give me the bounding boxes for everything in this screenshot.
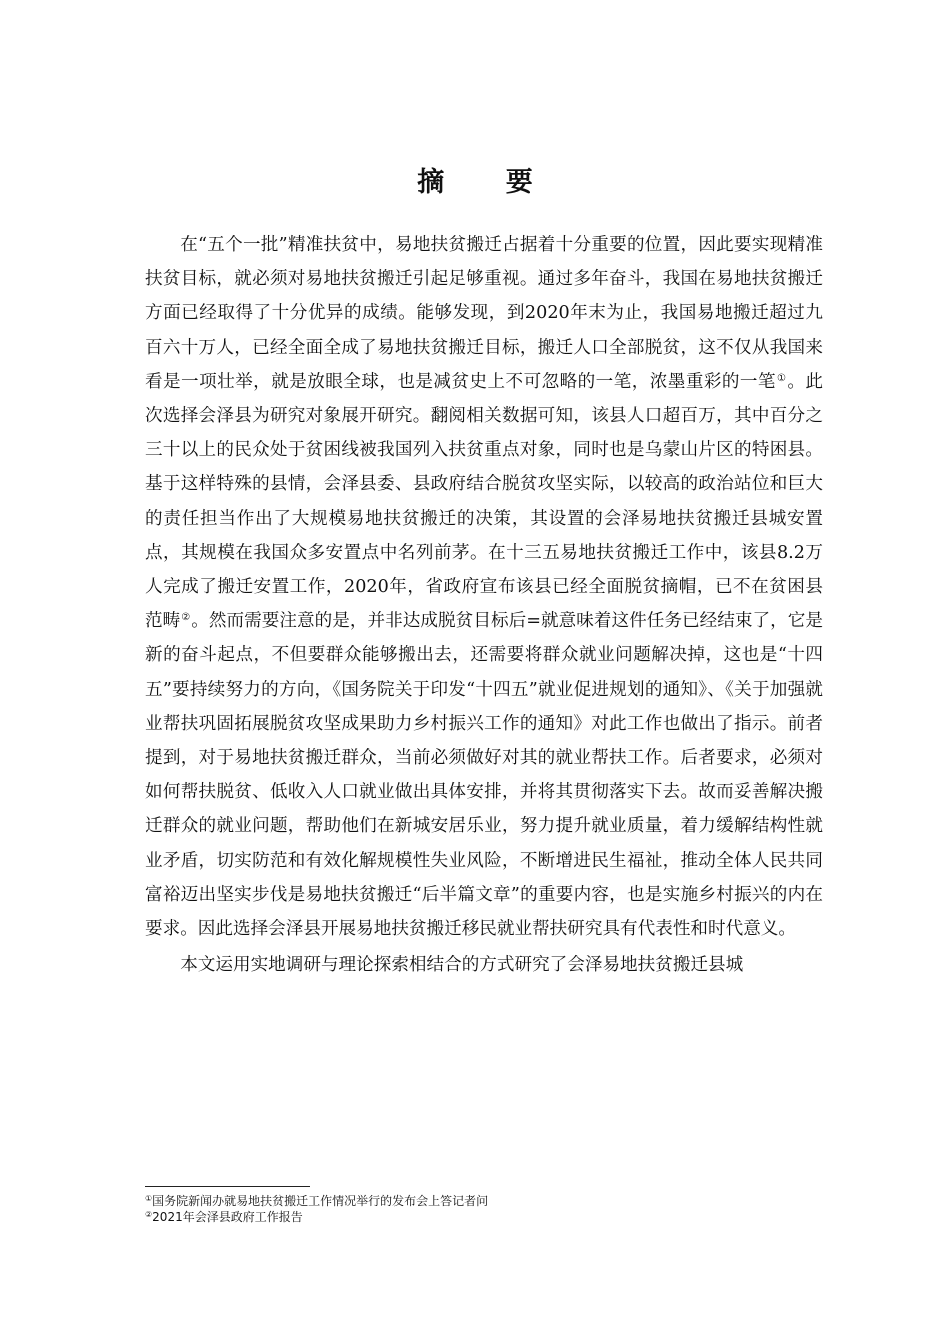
footnote-2-text: 2021年会泽县政府工作报告 — [152, 1210, 303, 1224]
abstract-body — [145, 228, 823, 982]
footnote-1-text: 国务院新闻办就易地扶贫搬迁工作情况举行的发布会上答记者问 — [152, 1194, 489, 1208]
footnote-2 — [145, 1209, 823, 1225]
footnote-1-mark: ① — [145, 1194, 153, 1203]
footnote-divider — [145, 1186, 310, 1187]
footnote-ref-2[interactable]: ② — [181, 612, 191, 624]
paragraph-1-text-a: 在“五个一批”精准扶贫中，易地扶贫搬迁占据着十分重要的位置，因此要实现精准扶贫目标，就必须对易地扶贫搬迁引起足够重视。通过多年奋斗，我国在易地扶贫搬迁方面已经取得了十分优异的成绩。能够发现，到2020年末为止，我国易地搬迁超过九百六十万人，已经全面全成了易地扶贫搬迁目标，搬迁人口全部脱贫，这不仅从我国来看是一项壮举，就是放眼全球，也是减贫史上不可忽略的一笔，浓墨重彩的一笔 — [145, 235, 823, 392]
footnote-ref-1[interactable]: ① — [776, 372, 787, 384]
footnotes — [145, 1193, 823, 1225]
paragraph-1-text-b: 。此次选择会泽县为研究对象展开研究。翻阅相关数据可知，该县人口超百万，其中百分之三十以上的民众处于贫困线被我国列入扶贫重点对象，同时也是乌蒙山片区的特困县。基于这样特殊的县情，会泽县委、县政府结合脱贫攻坚实际，以较高的政治站位和巨大的责任担当作出了大规模易地扶贫搬迁的决策，其设置的会泽易地扶贫搬迁县城安置点，其规模在我国众多安置点中名列前茅。在十三五易地扶贫搬迁工作中，该县8.2万人完成了搬迁安置工作，2020年，省政府宣布该县已经全面脱贫摘帽，已不在贫困县范畴 — [145, 371, 823, 632]
footnote-2-mark: ② — [145, 1210, 153, 1219]
footnote-1 — [145, 1193, 823, 1209]
paragraph-1-text-c: 。然而需要注意的是，并非达成脱贫目标后=就意味着这件任务已经结束了，它是新的奋斗起点，不但要群众能够搬出去，还需要将群众就业问题解决掉，这也是“十四五”要持续努力的方向，《国务院关于印发“十四五”就业促进规划的通知》、《关于加强就业帮扶巩固拓展脱贫攻坚成果助力乡村振兴工作的通知》对此工作也做出了指示。前者提到，对于易地扶贫搬迁群众，当前必须做好对其的就业帮扶工作。后者要求，必须对如何帮扶脱贫、低收入人口就业做出具体安排，并将其贯彻落实下去。故而妥善解决搬迁群众的就业问题，帮助他们在新城安居乐业，努力提升就业质量，着力缓解结构性就业矛盾，切实防范和有效化解规模性失业风险，不断增进民生福祉，推动全体人民共同富裕迈出坚实步伐是易地扶贫搬迁“后半篇文章”的重要内容，也是实施乡村振兴的内在要求。因此选择会泽县开展易地扶贫搬迁移民就业帮扶研究具有代表性和时代意义。 — [145, 611, 823, 940]
abstract-paragraph-2: 本文运用实地调研与理论探索相结合的方式研究了会泽易地扶贫搬迁县城 — [180, 955, 744, 976]
abstract-paragraph-1 — [145, 228, 823, 946]
abstract-title: 摘 要 — [417, 167, 559, 198]
